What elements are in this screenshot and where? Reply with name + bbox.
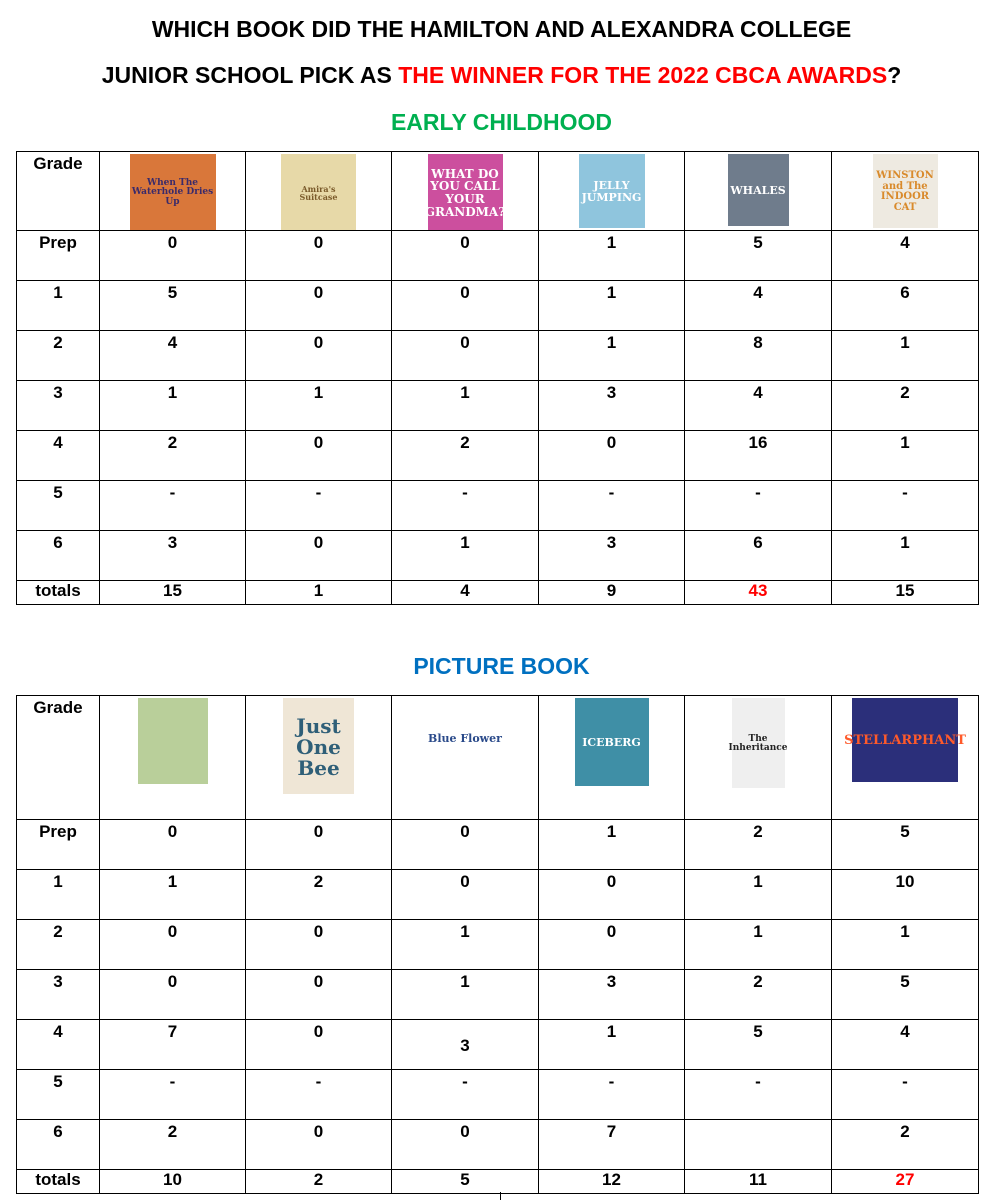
- book-cover-inheritance-icon: [728, 698, 788, 788]
- vote-cell: [685, 231, 832, 281]
- vote-count: 2: [167, 1122, 178, 1141]
- total-cell: [685, 1170, 832, 1194]
- book-column-header: [539, 152, 685, 231]
- grade-label: 5: [17, 481, 100, 531]
- vote-count: 16: [748, 433, 768, 452]
- grade-label: 6: [17, 531, 100, 581]
- book-title: STELLARPHANT: [844, 733, 966, 749]
- vote-count: 7: [167, 1022, 178, 1041]
- total-count: 15: [163, 581, 182, 600]
- vote-cell: [392, 531, 539, 581]
- book-title: Amira's Suitcase: [299, 183, 338, 202]
- vote-cell: [539, 381, 685, 431]
- vote-count: 1: [606, 283, 617, 302]
- vote-cell: [392, 481, 539, 531]
- vote-count: 0: [313, 233, 324, 252]
- vote-count: 0: [313, 433, 324, 452]
- vote-count: 0: [167, 972, 178, 991]
- book-cover-iceberg-icon: [575, 698, 649, 786]
- vote-cell: [246, 820, 392, 870]
- vote-cell: [246, 431, 392, 481]
- vote-count: 2: [900, 1122, 910, 1141]
- book-title: ICEBERG: [582, 736, 641, 750]
- vote-count: 0: [460, 333, 470, 352]
- vote-cell: [392, 920, 539, 970]
- vote-cell: [392, 820, 539, 870]
- total-count: 11: [749, 1170, 767, 1189]
- vote-count: -: [462, 1072, 468, 1091]
- vote-count: 3: [606, 533, 617, 552]
- vote-cell: [685, 820, 832, 870]
- book-column-header: [392, 152, 539, 231]
- vote-count: 0: [313, 283, 324, 302]
- book-column-header: [685, 696, 832, 820]
- vote-cell: [100, 431, 246, 481]
- vote-cell: [392, 281, 539, 331]
- vote-count: 3: [460, 1036, 470, 1055]
- vote-cell: [539, 1070, 685, 1120]
- vote-count: 4: [753, 383, 763, 402]
- vote-count: 1: [460, 972, 470, 991]
- picture-book-heading: PICTURE BOOK: [413, 653, 590, 679]
- vote-count: -: [755, 483, 761, 502]
- title-prefix: JUNIOR SCHOOL PICK AS: [101, 62, 399, 88]
- book-cover-whales-icon: [728, 154, 789, 226]
- vote-count: -: [462, 483, 468, 502]
- vote-cell: [539, 970, 685, 1020]
- vote-count: 5: [900, 972, 910, 991]
- vote-count: -: [315, 483, 322, 502]
- vote-count: 1: [460, 922, 470, 941]
- vote-count: 1: [313, 383, 324, 402]
- vote-count: 1: [900, 433, 910, 452]
- vote-count: 0: [313, 333, 324, 352]
- picture-book-table: [16, 695, 979, 1194]
- early-childhood-heading: EARLY CHILDHOOD: [390, 109, 613, 135]
- total-count: 27: [895, 1170, 915, 1189]
- vote-cell: [246, 1070, 392, 1120]
- book-column-header: [100, 696, 246, 820]
- vote-cell: [832, 281, 979, 331]
- vote-count: 2: [167, 433, 178, 452]
- total-cell: [832, 1170, 979, 1194]
- book-cover-forest-icon: [138, 698, 208, 784]
- book-title: Just One Bee: [296, 713, 341, 780]
- vote-count: 0: [460, 233, 470, 252]
- header-row: [17, 152, 979, 231]
- vote-count: 0: [460, 1122, 470, 1141]
- vote-count: -: [902, 483, 908, 502]
- total-cell: [392, 1170, 539, 1194]
- vote-cell: [685, 920, 832, 970]
- vote-count: 4: [900, 1022, 910, 1041]
- vote-count: 5: [753, 233, 763, 252]
- vote-cell: [832, 531, 979, 581]
- vote-cell: [685, 331, 832, 381]
- table-row: [17, 920, 979, 970]
- vote-cell: [685, 381, 832, 431]
- vote-cell: [539, 481, 685, 531]
- vote-count: 1: [900, 333, 910, 352]
- vote-count: 0: [606, 872, 617, 891]
- vote-count: 0: [606, 922, 617, 941]
- grade-label: 3: [17, 381, 100, 431]
- total-count: 15: [895, 581, 915, 600]
- book-title: When The Waterhole Dries Up: [131, 177, 214, 207]
- book-cover-jelly-icon: [579, 154, 645, 228]
- book-cover-bee-icon: [283, 698, 354, 794]
- vote-cell: [100, 1120, 246, 1170]
- vote-cell: [392, 381, 539, 431]
- vote-cell: [100, 1020, 246, 1070]
- book-cover-winston-icon: [873, 154, 938, 228]
- book-column-header: [100, 152, 246, 231]
- vote-count: 0: [460, 872, 470, 891]
- vote-cell: [685, 281, 832, 331]
- book-cover-grandma-icon: [424, 154, 506, 230]
- vote-count: 1: [606, 333, 617, 352]
- vote-cell: [685, 531, 832, 581]
- vote-cell: [246, 331, 392, 381]
- vote-cell: [832, 1020, 979, 1070]
- total-count: 4: [460, 581, 470, 600]
- book-title: Blue Flower: [428, 732, 502, 746]
- total-count: 12: [602, 1170, 621, 1189]
- total-cell: [100, 1170, 246, 1194]
- vote-count: 6: [900, 283, 910, 302]
- vote-count: 8: [753, 333, 763, 352]
- vote-cell: [685, 1070, 832, 1120]
- vote-cell: [392, 231, 539, 281]
- vote-count: 2: [313, 872, 324, 891]
- vote-count: -: [608, 483, 615, 502]
- vote-cell: [392, 1020, 539, 1070]
- total-count: 5: [460, 1170, 470, 1189]
- table-row: [17, 531, 979, 581]
- vote-count: 0: [313, 822, 324, 841]
- vote-count: 0: [167, 922, 178, 941]
- vote-count: 0: [606, 433, 617, 452]
- vote-cell: [392, 1070, 539, 1120]
- book-title: WINSTON and The INDOOR CAT: [876, 170, 934, 213]
- grade-label: 2: [17, 920, 100, 970]
- vote-count: 0: [167, 233, 178, 252]
- vote-count: 1: [606, 1022, 617, 1041]
- vote-count: 6: [753, 533, 763, 552]
- book-column-header: [246, 152, 392, 231]
- vote-count: 1: [167, 383, 178, 402]
- vote-cell: [685, 1120, 832, 1170]
- grade-header: Grade: [17, 152, 100, 231]
- grade-label: 5: [17, 1070, 100, 1120]
- title-highlight: THE WINNER FOR THE 2022 CBCA AWARDS: [398, 62, 888, 88]
- total-cell: [392, 581, 539, 605]
- vote-count: -: [755, 1072, 761, 1091]
- total-count: 1: [313, 581, 324, 600]
- book-title: WHAT DO YOU CALL YOUR GRANDMA?: [424, 166, 506, 219]
- vote-cell: [392, 870, 539, 920]
- vote-count: 10: [895, 872, 915, 891]
- totals-label: totals: [17, 581, 100, 605]
- total-cell: [539, 1170, 685, 1194]
- vote-cell: [832, 920, 979, 970]
- book-title: JELLY JUMPING: [581, 179, 642, 204]
- vote-cell: [100, 531, 246, 581]
- vote-cell: [100, 231, 246, 281]
- vote-cell: [539, 820, 685, 870]
- vote-cell: [246, 920, 392, 970]
- grade-label: 1: [17, 281, 100, 331]
- book-cover-stellarphant-icon: [844, 698, 966, 782]
- vote-cell: [100, 970, 246, 1020]
- vote-count: 0: [313, 533, 324, 552]
- book-column-header: [832, 152, 979, 231]
- vote-cell: [539, 331, 685, 381]
- vote-cell: [832, 820, 979, 870]
- early-childhood-table: [16, 151, 979, 605]
- vote-cell: [539, 920, 685, 970]
- vote-cell: [832, 1120, 979, 1170]
- vote-count: -: [169, 1072, 176, 1091]
- vote-cell: [685, 870, 832, 920]
- book-column-header: [685, 152, 832, 231]
- vote-count: 0: [167, 822, 178, 841]
- vote-count: 1: [753, 872, 763, 891]
- vote-count: -: [608, 1072, 615, 1091]
- book-title: WHALES: [730, 184, 786, 198]
- vote-count: 1: [753, 922, 763, 941]
- vote-count: 1: [460, 383, 470, 402]
- vote-cell: [100, 1070, 246, 1120]
- vote-count: -: [902, 1072, 908, 1091]
- grade-label: Prep: [17, 231, 100, 281]
- vote-cell: [100, 381, 246, 431]
- vote-cell: [246, 1120, 392, 1170]
- vote-cell: [392, 970, 539, 1020]
- vote-count: [685, 1120, 831, 1122]
- book-title: [171, 740, 175, 742]
- table-row: [17, 1070, 979, 1120]
- vote-cell: [685, 970, 832, 1020]
- vote-cell: [832, 1070, 979, 1120]
- grade-label: 1: [17, 870, 100, 920]
- total-count: 9: [606, 581, 617, 600]
- table-row: [17, 381, 979, 431]
- vote-count: 1: [460, 533, 470, 552]
- vote-count: 0: [313, 972, 324, 991]
- grade-header: Grade: [17, 696, 100, 820]
- vote-count: 2: [900, 383, 910, 402]
- grade-label: 4: [17, 1020, 100, 1070]
- book-column-header: [392, 696, 539, 820]
- grade-label: 2: [17, 331, 100, 381]
- total-cell: [685, 581, 832, 605]
- grade-label: 6: [17, 1120, 100, 1170]
- vote-cell: [539, 1120, 685, 1170]
- total-cell: [100, 581, 246, 605]
- vote-cell: [392, 1120, 539, 1170]
- vote-count: 0: [313, 1122, 324, 1141]
- vote-count: 1: [606, 822, 617, 841]
- vote-cell: [246, 281, 392, 331]
- vote-count: 1: [900, 922, 910, 941]
- book-cover-waterhole-icon: [130, 154, 216, 230]
- book-cover-suitcase-icon: [281, 154, 356, 230]
- header-row: [17, 696, 979, 820]
- vote-cell: [832, 970, 979, 1020]
- vote-cell: [832, 481, 979, 531]
- vote-cell: [246, 870, 392, 920]
- page-title-line-2: [0, 60, 1003, 90]
- book-column-header: [832, 696, 979, 820]
- title-suffix: ?: [887, 62, 902, 88]
- vote-count: 4: [900, 233, 910, 252]
- vote-cell: [832, 381, 979, 431]
- vote-count: 0: [313, 1022, 324, 1041]
- vote-cell: [100, 870, 246, 920]
- table-row: [17, 1020, 979, 1070]
- vote-count: 2: [460, 433, 470, 452]
- vote-count: 1: [167, 872, 178, 891]
- vote-cell: [100, 281, 246, 331]
- table-row: [17, 431, 979, 481]
- vote-cell: [246, 231, 392, 281]
- total-cell: [246, 581, 392, 605]
- vote-cell: [100, 820, 246, 870]
- total-count: 43: [748, 581, 768, 600]
- book-column-header: [539, 696, 685, 820]
- grade-label: 3: [17, 970, 100, 1020]
- table-row: [17, 870, 979, 920]
- table-row: [17, 231, 979, 281]
- table-row: [17, 481, 979, 531]
- vote-cell: [246, 970, 392, 1020]
- vote-cell: [100, 920, 246, 970]
- vote-cell: [685, 431, 832, 481]
- vote-cell: [539, 431, 685, 481]
- vote-cell: [539, 231, 685, 281]
- table-row: [17, 281, 979, 331]
- vote-cell: [246, 481, 392, 531]
- vote-cell: [246, 1020, 392, 1070]
- vote-cell: [685, 1020, 832, 1070]
- table-row: [17, 820, 979, 870]
- book-column-header: [246, 696, 392, 820]
- vote-count: 2: [753, 972, 763, 991]
- total-cell: [539, 581, 685, 605]
- vote-cell: [392, 331, 539, 381]
- vote-count: 5: [167, 283, 178, 302]
- vote-count: 7: [606, 1122, 617, 1141]
- table-row: [17, 970, 979, 1020]
- vote-cell: [539, 281, 685, 331]
- total-count: 10: [163, 1170, 182, 1189]
- vote-count: 4: [167, 333, 178, 352]
- totals-label: totals: [17, 1170, 100, 1194]
- vote-cell: [539, 870, 685, 920]
- vote-cell: [832, 231, 979, 281]
- vote-count: -: [169, 483, 176, 502]
- page-title-line-1: WHICH BOOK DID THE HAMILTON AND ALEXANDRA COLLEGE: [151, 16, 852, 42]
- divider-line: [500, 1192, 501, 1200]
- vote-cell: [832, 431, 979, 481]
- book-cover-blue-flower-icon: [416, 698, 514, 778]
- book-title: The Inheritance: [728, 733, 788, 753]
- vote-cell: [685, 481, 832, 531]
- vote-cell: [832, 870, 979, 920]
- vote-count: 1: [900, 533, 910, 552]
- total-cell: [832, 581, 979, 605]
- vote-count: 0: [313, 922, 324, 941]
- vote-count: 3: [167, 533, 178, 552]
- vote-count: 3: [606, 972, 617, 991]
- vote-cell: [246, 381, 392, 431]
- vote-cell: [100, 481, 246, 531]
- vote-count: -: [315, 1072, 322, 1091]
- vote-cell: [539, 1020, 685, 1070]
- vote-cell: [392, 431, 539, 481]
- total-count: 2: [313, 1170, 324, 1189]
- vote-cell: [246, 531, 392, 581]
- totals-row: [17, 1170, 979, 1194]
- vote-count: 2: [753, 822, 763, 841]
- vote-count: 5: [900, 822, 910, 841]
- table-row: [17, 1120, 979, 1170]
- vote-count: 0: [460, 822, 470, 841]
- vote-count: 0: [460, 283, 470, 302]
- vote-cell: [539, 531, 685, 581]
- grade-label: 4: [17, 431, 100, 481]
- vote-count: 5: [753, 1022, 763, 1041]
- vote-count: 3: [606, 383, 617, 402]
- vote-count: 4: [753, 283, 763, 302]
- vote-count: 1: [606, 233, 617, 252]
- vote-cell: [832, 331, 979, 381]
- vote-cell: [100, 331, 246, 381]
- total-cell: [246, 1170, 392, 1194]
- totals-row: [17, 581, 979, 605]
- table-row: [17, 331, 979, 381]
- grade-label: Prep: [17, 820, 100, 870]
